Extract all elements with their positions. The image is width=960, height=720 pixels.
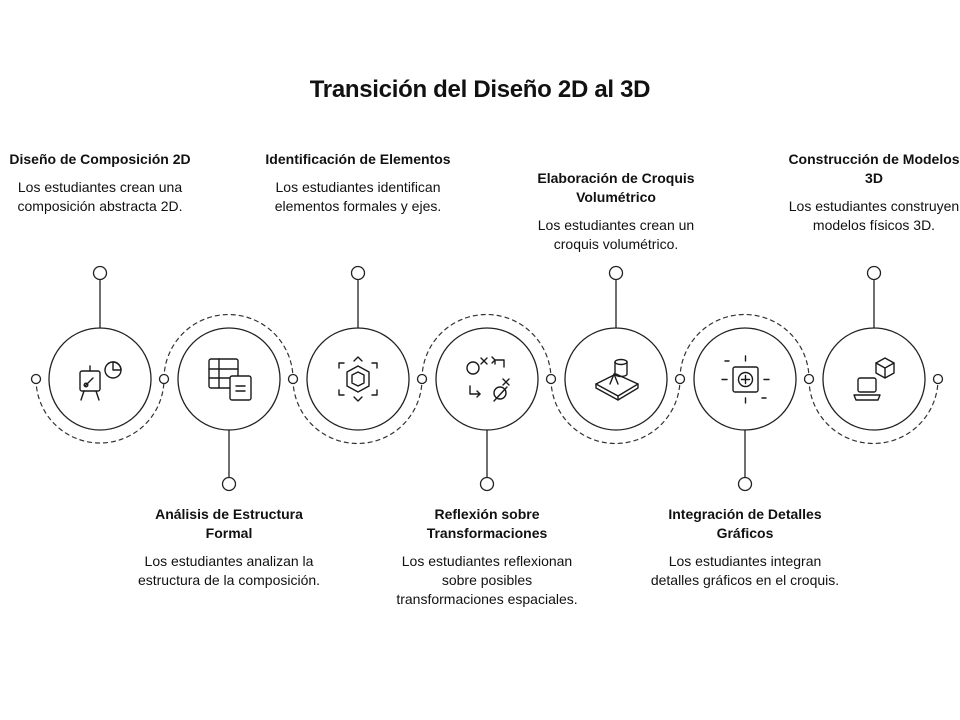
step-7-title: Construcción de Modelos 3D bbox=[788, 151, 960, 186]
step-4-circle bbox=[436, 328, 538, 430]
step-6-title: Integración de Detalles Gráficos bbox=[668, 506, 822, 541]
step-3-description: Los estudiantes identifican elementos formales y ejes. bbox=[274, 179, 442, 214]
page-title: Transición del Diseño 2D al 3D bbox=[309, 76, 651, 103]
step-3-circle bbox=[307, 328, 409, 430]
step-circles bbox=[49, 328, 925, 430]
step-7-block bbox=[779, 150, 960, 235]
step-1-title: Diseño de Composición 2D bbox=[9, 151, 191, 167]
step-7-description: Los estudiantes construyen modelos físicos 3D. bbox=[788, 198, 960, 233]
step-2-description: Los estudiantes analizan la estructura de la composición. bbox=[137, 553, 321, 588]
step-2-circle bbox=[178, 328, 280, 430]
step-5-description: Los estudiantes crean un croquis volumétrico. bbox=[537, 217, 695, 252]
step-4-block bbox=[392, 505, 582, 609]
step-1-block bbox=[5, 150, 195, 216]
step-7-circle bbox=[823, 328, 925, 430]
step-2-block bbox=[134, 505, 324, 590]
step-1-description: Los estudiantes crean una composición abstracta 2D. bbox=[17, 179, 183, 214]
step-5-title: Elaboración de Croquis Volumétrico bbox=[537, 170, 695, 205]
step-6-description: Los estudiantes integran detalles gráficos en el croquis. bbox=[650, 553, 840, 588]
step-5-block bbox=[521, 169, 711, 254]
step-2-title: Análisis de Estructura Formal bbox=[155, 506, 303, 541]
step-3-title: Identificación de Elementos bbox=[265, 151, 451, 167]
step-4-description: Los estudiantes reflexionan sobre posibles transformaciones espaciales. bbox=[396, 553, 578, 607]
step-4-title: Reflexión sobre Transformaciones bbox=[426, 506, 548, 541]
step-3-block bbox=[263, 150, 453, 216]
step-6-block bbox=[650, 505, 840, 590]
